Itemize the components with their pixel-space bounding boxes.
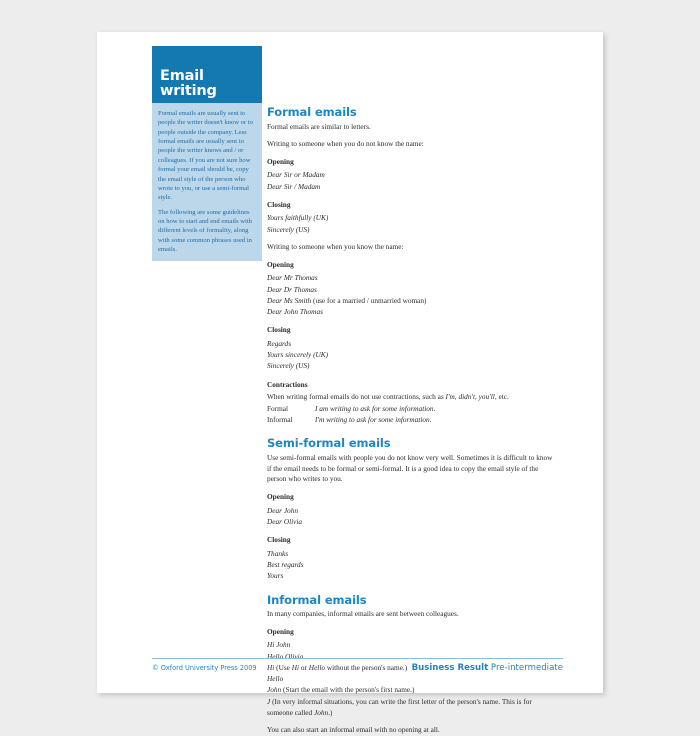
section-intro: Use semi-formal emails with people you do not know very well. Sometimes it is difficult to know if the email needs to be formal or semi-formal. It is a good idea to copy the email style of the person who writes to you. — [267, 453, 553, 484]
sidebar-paragraph: The following are some guidelines on how to start and end emails with different levels of formality, along with some common phrases used in emails. — [158, 208, 252, 254]
example-line: Dear Sir / Madam — [267, 181, 321, 191]
opening-label: Opening — [267, 492, 294, 502]
brand-label — [412, 663, 563, 673]
brand-level: Pre-intermediate — [488, 663, 563, 673]
formal-value: I am writing to ask for some information. — [315, 403, 436, 413]
note-before: (Use — [276, 662, 292, 672]
closing-label: Closing — [267, 325, 291, 335]
closing-label: Closing — [267, 200, 291, 209]
example-line-with-note — [267, 696, 557, 719]
contractions-text-before: When writing formal emails do not use contractions, such as — [267, 392, 446, 402]
example-line: Best regards — [267, 559, 304, 569]
note-after: .) — [328, 708, 333, 718]
example-line: Yours sincerely (UK) — [267, 350, 329, 360]
example-line: Dear Olivia — [267, 516, 303, 526]
example-line: Yours faithfully (UK) — [267, 213, 329, 223]
section-semi-formal-emails — [267, 437, 557, 581]
page-title: Email writing — [160, 68, 217, 99]
example-text: John — [267, 685, 282, 695]
example-line-with-note — [267, 295, 557, 306]
main-content-column — [267, 106, 557, 736]
example-line: Hi John — [267, 640, 291, 650]
note-mid: or — [299, 662, 309, 672]
example-line: Regards — [267, 338, 292, 348]
note-emphasis: John — [314, 708, 329, 718]
title-banner — [152, 46, 262, 103]
contractions-text-after: , etc. — [494, 392, 509, 402]
section-intro: Formal emails are similar to letters. — [267, 121, 371, 131]
page-footer — [152, 658, 563, 673]
formal-example-row — [267, 403, 557, 414]
example-line: Yours — [267, 571, 284, 581]
section-heading: Semi-formal emails — [267, 436, 391, 451]
section-outro: You can also start an informal email with no opening at all. — [267, 725, 440, 735]
sidebar-paragraph: Formal emails are usually sent to people the writer doesn't know or to people outside the company. Less formal emails are usually sent to people the writer knows and / or colleagues. If you are not sure how formal your email should be, copy the email style of the person who wrote to you, or use a semi-formal style. — [158, 110, 253, 202]
contractions-label: Contractions — [267, 379, 308, 389]
example-text: Hi — [267, 662, 275, 672]
section-formal-emails — [267, 106, 557, 425]
example-text: J — [267, 696, 271, 706]
informal-value: I'm writing to ask for some information. — [315, 415, 432, 425]
example-line: Sincerely (US) — [267, 224, 310, 234]
sidebar-intro-box — [152, 103, 262, 261]
contractions-text — [267, 392, 557, 403]
spacer — [267, 718, 557, 725]
example-line: Dear John Thomas — [267, 307, 323, 317]
document-page — [97, 32, 603, 735]
example-line: Hello Olivia — [267, 651, 304, 661]
example-line: Dear Mr Thomas — [267, 273, 318, 283]
informal-example-row — [267, 414, 557, 425]
copyright-notice: © Oxford University Press 2009 — [152, 664, 257, 672]
formal-key: Formal — [267, 403, 289, 413]
opening-label: Opening — [267, 626, 294, 636]
example-line: Hello — [267, 674, 284, 684]
example-text: Dear Ms Smith — [267, 295, 312, 305]
note-emphasis: Hello — [308, 662, 326, 672]
informal-key: Informal — [267, 415, 293, 425]
section-heading: Formal emails — [267, 105, 357, 119]
opening-label: Opening — [267, 156, 294, 166]
contractions-examples: I'm, didn't, you'll — [445, 392, 495, 402]
spacer — [267, 235, 557, 242]
example-line: Dear Sir or Madam — [267, 170, 325, 180]
prompt-unknown-name: Writing to someone when you do not know the name: — [267, 139, 424, 149]
note-before: (In very informal situations, you can write the first letter of the person's name. This is for someone called — [267, 696, 532, 718]
section-heading: Informal emails — [267, 592, 367, 607]
opening-label: Opening — [267, 259, 294, 269]
prompt-known-name: Writing to someone when you know the name: — [267, 242, 404, 252]
example-line: Thanks — [267, 548, 289, 558]
note-after: without the person's name.) — [325, 662, 408, 672]
closing-label: Closing — [267, 535, 291, 545]
brand-name: Business Result — [411, 663, 489, 673]
example-line-with-note — [267, 684, 557, 695]
example-note: (use for a married / unmarried woman) — [313, 295, 427, 305]
example-line: Sincerely (US) — [267, 361, 310, 371]
section-intro: In many companies, informal emails are sent between colleagues. — [267, 609, 459, 619]
example-line: Dear John — [267, 505, 299, 515]
left-column — [152, 46, 262, 261]
example-note: (Start the email with the person's first name.) — [283, 685, 415, 695]
example-line: Dear Dr Thomas — [267, 284, 317, 294]
note-emphasis: Hi — [291, 662, 300, 672]
